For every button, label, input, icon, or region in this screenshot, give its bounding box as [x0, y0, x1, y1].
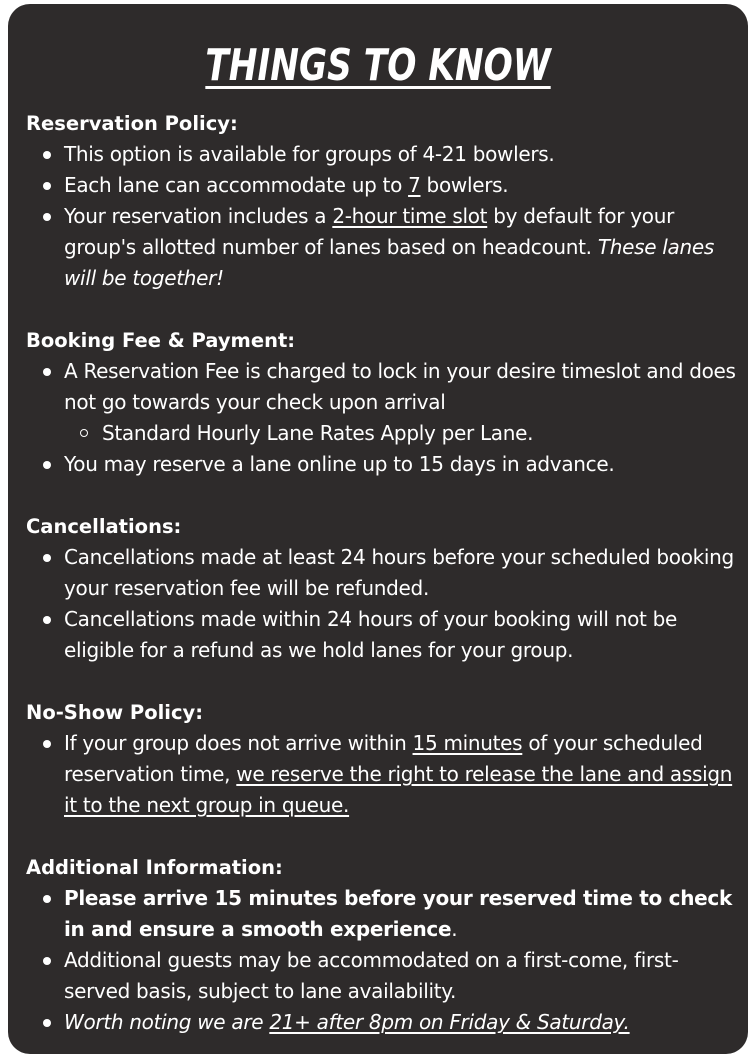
list-item — [64, 201, 738, 294]
item-text: Worth noting we are — [64, 1010, 270, 1034]
item-text: of your scheduled reservation time, — [64, 731, 703, 786]
item-text: Each lane can accommodate up to — [64, 173, 409, 197]
list-item — [64, 728, 738, 821]
item-text: Your reservation includes a — [64, 204, 333, 228]
booking-fee-list — [26, 356, 738, 480]
list-item — [64, 883, 738, 945]
grace-period-text: 15 minutes — [412, 731, 523, 755]
list-item — [64, 1007, 738, 1038]
booking-sub-list — [64, 418, 738, 449]
time-slot-text: 2-hour time slot — [332, 204, 488, 228]
arrival-note: Please arrive 15 minutes before your reserved time to check in and ensure a smooth experience — [64, 886, 732, 941]
no-show-list — [26, 728, 738, 821]
item-text: This option is available for groups of 4-21 bowlers. — [64, 142, 555, 166]
item-text: Additional guests may be accommodated on a first-come, first-served basis, subject to lane availability. — [64, 948, 679, 1003]
item-text: . — [451, 917, 458, 941]
list-item — [64, 542, 738, 604]
item-text: A Reservation Fee is charged to lock in your desire timeslot and does not go towards your check upon arrival — [64, 359, 736, 414]
item-text: You may reserve a lane online up to 15 days in advance. — [64, 452, 615, 476]
item-text: bowlers. — [420, 173, 509, 197]
release-lane-text: we reserve the right to release the lane and assign it to the next group in queue. — [64, 762, 733, 817]
list-item — [64, 604, 738, 666]
list-item — [64, 139, 738, 170]
no-show-heading: No-Show Policy: — [26, 701, 204, 724]
reservation-policy-list — [26, 139, 738, 294]
sub-list-item: Standard Hourly Lane Rates Apply per Lane. — [102, 418, 738, 449]
policy-content — [26, 108, 738, 1038]
reservation-policy-heading: Reservation Policy: — [26, 112, 238, 135]
booking-fee-heading: Booking Fee & Payment: — [26, 329, 296, 352]
list-item — [64, 356, 738, 449]
max-bowlers-value: 7 — [408, 173, 421, 197]
page-title: THINGS TO KNOW — [205, 40, 551, 91]
cancellations-heading: Cancellations: — [26, 515, 182, 538]
things-to-know-card — [8, 4, 748, 1054]
item-text: Cancellations made at least 24 hours before your scheduled booking your reservation fee will be refunded. — [64, 545, 734, 600]
list-item — [64, 449, 738, 480]
item-text: by default for your group's allotted number of lanes based on headcount. — [64, 204, 675, 259]
item-text: If your group does not arrive within — [64, 731, 413, 755]
additional-info-list — [26, 883, 738, 1038]
cancellations-list — [26, 542, 738, 666]
item-text: Cancellations made within 24 hours of your booking will not be eligible for a refund as we hold lanes for your group. — [64, 607, 678, 662]
list-item — [64, 945, 738, 1007]
age-policy-text: 21+ after 8pm on Friday & Saturday. — [269, 1010, 630, 1034]
additional-info-heading: Additional Information: — [26, 856, 283, 879]
list-item — [64, 170, 738, 201]
lanes-together-note: These lanes will be together! — [64, 235, 715, 290]
